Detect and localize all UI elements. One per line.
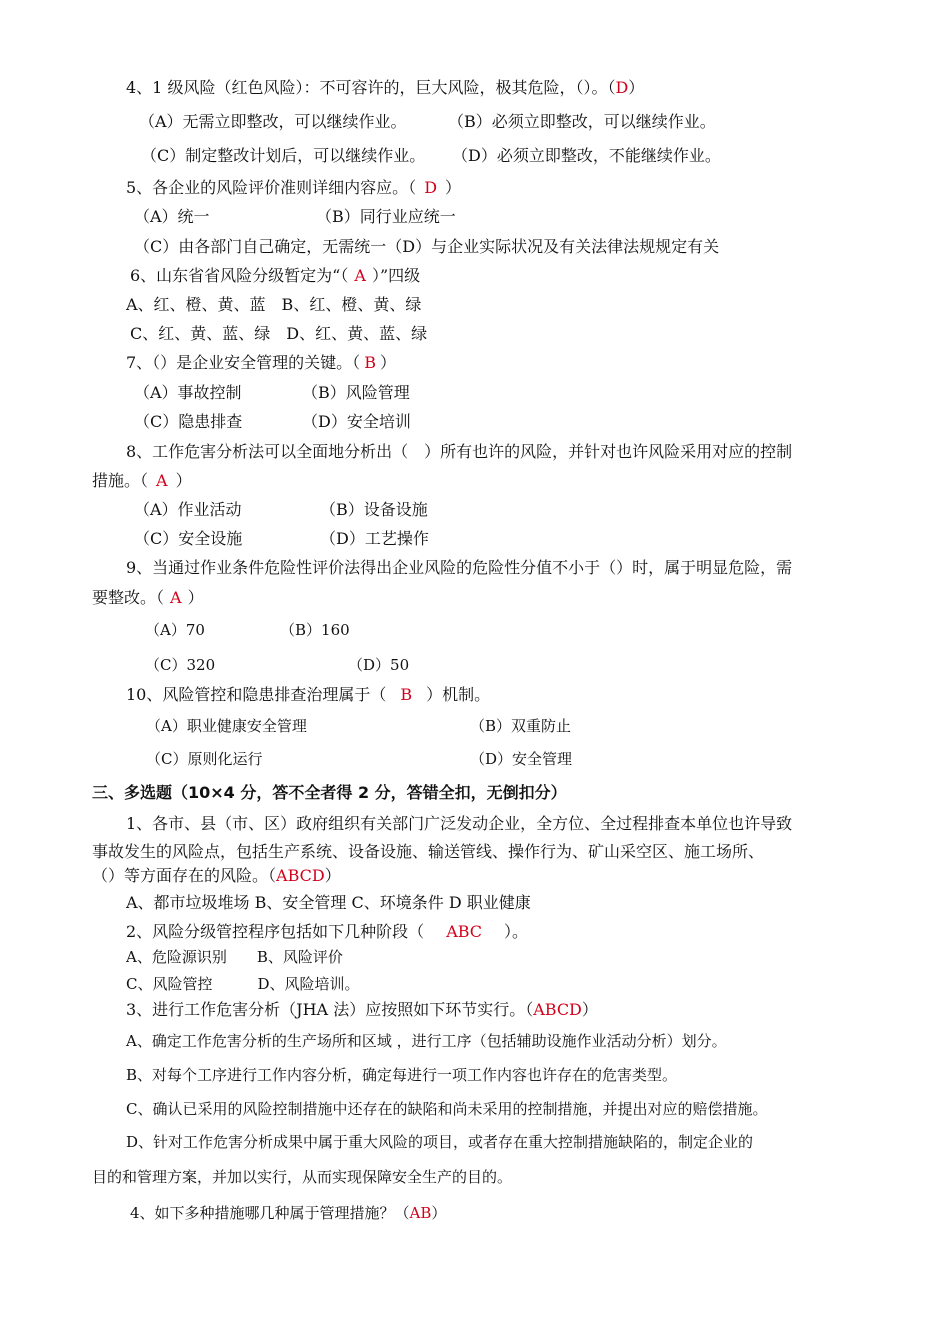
q8-answer: A [156,471,168,490]
q9-option-c: （C）320 [145,656,216,674]
m2-option-cd: C、风险管控 D、风险培训。 [126,975,360,993]
m4-stem [130,1203,446,1223]
q4-stem-close: ） [628,78,645,97]
m3-option-d-line1: D、针对工作危害分析成果中属于重大风险的项目，或者存在重大控制措施缺陷的，制定企业的 [126,1133,754,1151]
q8-stem-line2 [92,471,192,491]
q10-stem-close: ）机制。 [426,685,491,704]
q5-stem-close: ） [445,178,462,197]
m3-option-c: C、确认已采用的风险控制措施中还存在的缺陷和尚未采用的控制措施，并提出对应的赔偿措施。 [126,1100,768,1118]
q9-stem-close: ） [187,588,204,607]
m4-answer: AB [409,1204,432,1222]
q9-stem-line1: 9、当通过作业条件危险性评价法得出企业风险的危险性分值不小于（）时，属于明显危险，需 [126,558,793,577]
q6-option-cd: C、红、黄、蓝、绿 D、红、黄、蓝、绿 [130,324,428,343]
m3-option-d-line2: 目的和管理方案，并加以实行，从而实现保障安全生产的目的。 [92,1168,513,1186]
m3-option-a: A、确定工作危害分析的生产场所和区域 ，进行工序（包括辅助设施作业活动分析）划分。 [126,1032,727,1050]
q8-option-c: （C）安全设施 [134,529,243,548]
m3-option-b: B、对每个工序进行工作内容分析，确定每进行一项工作内容也许存在的危害类型。 [126,1066,678,1084]
q10-stem-text: 10、风险管控和隐患排查治理属于（ [126,685,387,704]
q4-stem [126,78,644,98]
q6-option-ab: A、红、橙、黄、蓝 B、红、橙、黄、绿 [126,295,422,314]
q4-stem-text: 4、1 级风险（红色风险）：不可容许的，巨大风险，极其危险，（）。（ [126,78,616,97]
m1-stem-line2: 事故发生的风险点，包括生产系统、设备设施、输送管线、操作行为、矿山采空区、施工场所、 [92,842,765,861]
q10-option-d: （D）安全管理 [470,750,573,768]
q4-answer: D [615,78,629,97]
m1-stem-line3 [92,866,341,886]
q6-stem-text: 6、山东省省风险分级暂定为“（ [130,266,349,285]
q9-stem-line2 [92,588,204,608]
q6-stem-close: ）”四级 [371,266,421,285]
m2-option-ab: A、危险源识别 B、风险评价 [126,948,343,966]
q6-answer: A [354,266,366,285]
m3-answer: ABCD [533,1000,582,1019]
m1-stem-text: （）等方面存在的风险。（ [92,866,277,885]
m4-stem-close: ） [431,1204,447,1222]
q9-answer: A [170,588,182,607]
q5-answer: D [424,178,438,197]
m1-stem-line1: 1、各市、县（市、区）政府组织有关部门广泛发动企业，全方位、全过程排查本单位也许导致 [126,814,793,833]
m4-stem-text: 4、如下多种措施哪几种属于管理措施？（ [130,1204,410,1222]
q7-option-a: （A）事故控制 [134,383,242,402]
m1-stem-close: ） [324,866,341,885]
m2-stem [126,922,528,942]
q5-option-cd: （C）由各部门自己确定，无需统一（D）与企业实际状况及有关法律法规规定有关 [134,237,720,256]
q8-stem-text: 措施。（ [92,471,149,490]
m2-stem-close: ）。 [504,922,529,941]
q7-stem [126,353,396,373]
q9-option-d: （D）50 [348,656,410,674]
q7-stem-close: ） [379,353,396,372]
q7-option-c: （C）隐患排查 [134,412,243,431]
q4-option-b: （B）必须立即整改，可以继续作业。 [448,112,716,131]
q10-stem [126,685,490,705]
m3-stem [126,1000,598,1020]
m1-options: A、都市垃圾堆场 B、安全管理 C、环境条件 D 职业健康 [126,893,531,912]
q5-option-a: （A）统一 [134,207,210,226]
q7-answer: B [364,353,376,372]
q7-option-b: （B）风险管理 [302,383,410,402]
q10-option-c: （C）原则化运行 [146,750,263,768]
q10-option-b: （B）双重防止 [470,717,572,735]
m2-answer: ABC [446,922,483,941]
q9-option-a: （A）70 [145,621,205,639]
m3-stem-close: ） [581,1000,598,1019]
m2-stem-text: 2、风险分级管控程序包括如下几种阶段（ [126,922,425,941]
q4-option-d: （D）必须立即整改，不能继续作业。 [452,146,721,165]
q9-option-b: （B）160 [280,621,350,639]
q8-stem-line1: 8、工作危害分析法可以全面地分析出（ ）所有也许的风险，并针对也许风险采用对应的控制 [126,442,793,461]
m1-answer: ABCD [276,866,325,885]
q6-stem [130,266,420,286]
q4-option-c: （C）制定整改计划后，可以继续作业。 [141,146,426,165]
section-heading: 三、多选题（10×4 分，答不全者得 2 分，答错全扣，无倒扣分） [92,783,567,802]
q10-answer: B [400,685,413,704]
q7-option-d: （D）安全培训 [302,412,411,431]
q5-stem-text: 5、各企业的风险评价准则详细内容应。（ [126,178,417,197]
q9-stem-text: 要整改。（ [92,588,165,607]
q8-option-d: （D）工艺操作 [320,529,429,548]
m3-stem-text: 3、进行工作危害分析（JHA 法）应按照如下环节实行。（ [126,1000,534,1019]
q10-option-a: （A）职业健康安全管理 [146,717,307,735]
q8-option-b: （B）设备设施 [320,500,428,519]
q5-stem [126,178,461,198]
q4-option-a: （A）无需立即整改，可以继续作业。 [139,112,407,131]
q5-option-b: （B）同行业应统一 [316,207,456,226]
q8-stem-close: ） [175,471,192,490]
q8-option-a: （A）作业活动 [134,500,242,519]
q7-stem-text: 7、（）是企业安全管理的关键。（ [126,353,361,372]
